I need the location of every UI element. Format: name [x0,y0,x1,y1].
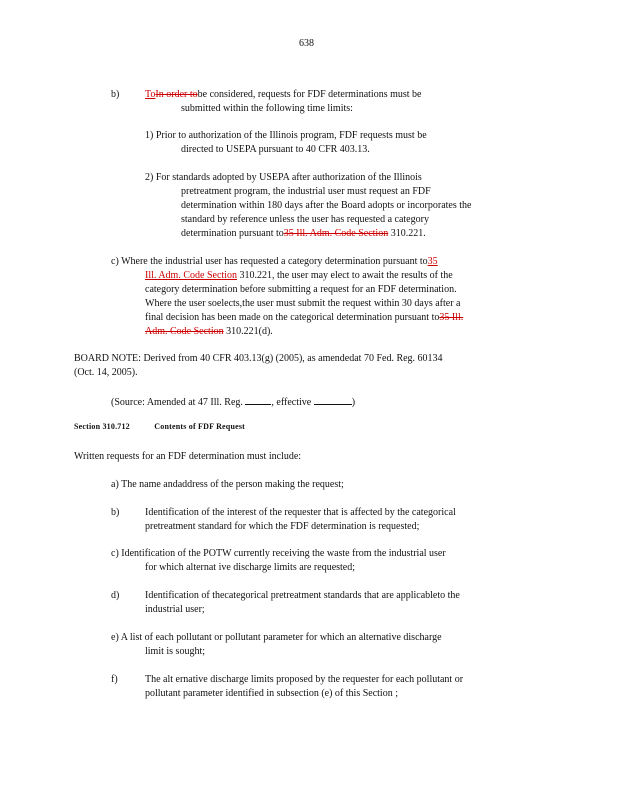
item-c-line3: category determination before submitting a request for an FDF determination. [145,284,457,295]
item-b-label: b) [111,89,120,100]
list-item-d-line2: industrial user; [145,604,205,615]
list-item-e-line1: e) A list of each pollutant or pollutant parameter for which an alternative discharge [111,632,442,643]
list-item-e-line2: limit is sought; [145,646,206,657]
list-item-c-line1: c) Identification of the POTW currently receiving the waste from the industrial user [111,548,446,559]
list-item-b-line1: Identification of the interest of the requester that is affected by the categorical [145,507,456,518]
item-b2-line4: standard by reference unless the user has requested a category [181,214,429,225]
section-title: Contents of FDF Request [154,422,246,431]
inserted-text: 35 [427,256,438,267]
item-b-line2: submitted within the following time limits: [181,103,353,114]
text-run: , effective [271,397,312,408]
item-c-line1 [111,255,458,269]
text-run: (Source: Amended at 47 Ill. Reg. [111,397,243,408]
deleted-text: 35 Ill. Adm. Code Section [283,228,389,239]
item-b2-line1: 2) For standards adopted by USEPA after authorization of the Illinois [145,172,422,183]
list-item-a: a) The name andaddress of the person making the request; [111,479,344,490]
list-item-f-label: f) [111,674,118,685]
item-b1-line2: directed to USEPA pursuant to 40 CFR 403.13. [181,144,370,155]
list-item-b-label: b) [111,507,120,518]
text-run: 310.221, the user may elect to await the results of the [236,270,453,281]
text-run: ) [351,397,356,408]
source-note [111,395,355,410]
deleted-text: 35 Ill. [439,312,464,323]
inserted-text: Ill. Adm. Code Section [145,270,237,281]
deleted-text: Adm. Code Section [145,326,224,337]
item-b2-line5 [181,227,426,241]
list-item-f-line2: pollutant parameter identified in subsection (e) of this Section ; [145,688,398,699]
section-heading [74,422,245,431]
blank-line [245,395,271,405]
item-b2-line2: pretreatment program, the industrial user must request an FDF [181,186,431,197]
page-number: 638 [299,38,314,49]
deleted-text: In order to [155,89,198,100]
inserted-text: To [145,89,156,100]
item-c-line5 [145,311,463,325]
list-item-d-label: d) [111,590,120,601]
item-b-line1 [145,88,421,102]
item-c-line6 [145,325,273,339]
text-run: be considered, requests for FDF determinations must be [197,89,422,100]
item-c-line4: Where the user soelects,the user must submit the request within 30 days after a [145,298,461,309]
board-note-line1: BOARD NOTE: Derived from 40 CFR 403.13(g) (2005), as amendedat 70 Fed. Reg. 60134 [74,353,443,364]
board-note-line2: (Oct. 14, 2005). [74,367,138,378]
item-b1-line1: 1) Prior to authorization of the Illinois program, FDF requests must be [145,130,427,141]
list-item-f-line1: The alt ernative discharge limits proposed by the requester for each pollutant or [145,674,464,685]
section-number: Section 310.712 [74,422,130,431]
section-intro: Written requests for an FDF determination must include: [74,451,302,462]
item-c-line2 [145,269,453,283]
list-item-b-line2: pretreatment standard for which the FDF determination is requested; [145,521,420,532]
item-b2-line3: determination within 180 days after the Board adopts or incorporates the [181,200,472,211]
inserted-blank [444,255,458,269]
text-run: final decision has been made on the categorical determination pursuant to [145,312,440,323]
list-item-c-line2: for which alternat ive discharge limits are requested; [145,562,356,573]
text-run: determination pursuant to [181,228,284,239]
text-run: 310.221. [388,228,426,239]
blank-line [314,395,352,405]
text-run: 310.221(d). [223,326,273,337]
list-item-d-line1: Identification of thecategorical pretreatment standards that are applicableto the [145,590,460,601]
text-run: c) Where the industrial user has requested a category determination pursuant to [111,256,428,267]
